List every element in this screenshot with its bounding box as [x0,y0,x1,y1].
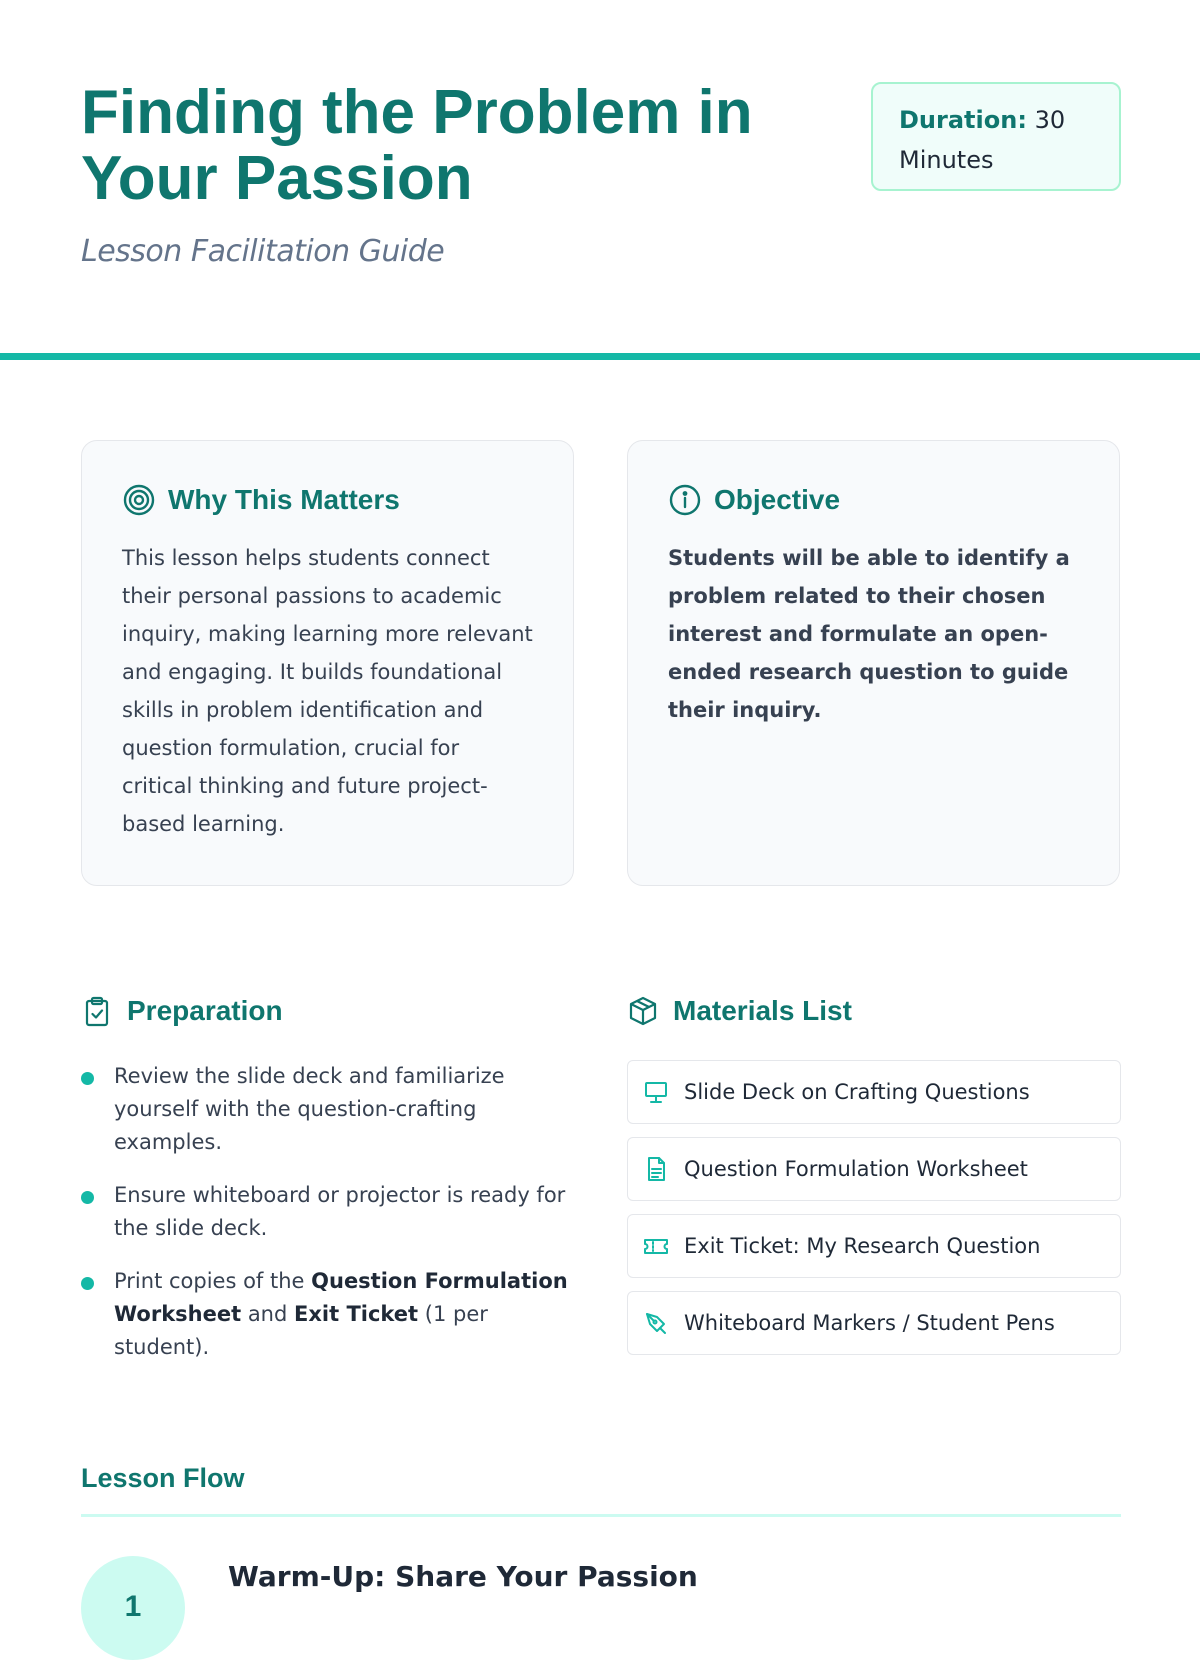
document-icon [642,1155,670,1183]
objective-card [627,440,1120,886]
target-icon [122,483,156,517]
material-item: Slide Deck on Crafting Questions [627,1060,1121,1124]
header-divider [0,353,1200,360]
preparation-title: Preparation [127,995,283,1026]
list-item: Print copies of the Question Formulation Worksheet and Exit Ticket (1 per student). [81,1265,581,1364]
materials-title: Materials List [673,995,852,1026]
step-number-badge: 1 [81,1556,185,1660]
material-item: Exit Ticket: My Research Question [627,1214,1121,1278]
info-icon [668,483,702,517]
duration-value: 30 Minutes [899,106,1066,174]
lesson-header [81,80,1121,269]
page-title: Finding the Problem in Your Passion [81,78,753,213]
duration-badge [871,82,1121,191]
lesson-flow-title: Lesson Flow [81,1463,245,1493]
step-title: Warm-Up: Share Your Passion [228,1560,698,1593]
preparation-heading [81,995,283,1027]
box-icon [627,995,659,1027]
why-title: Why This Matters [168,484,400,515]
pen-icon [642,1309,670,1337]
list-item: Ensure whiteboard or projector is ready for the slide deck. [81,1179,581,1245]
material-item: Whiteboard Markers / Student Pens [627,1291,1121,1355]
materials-heading [627,995,852,1027]
why-text: This lesson helps students connect their personal passions to academic inquiry, making learning more relevant and engaging. It builds foundational skills in problem identification and question formulation, crucial for critical thinking and future project-based learning. [122,546,533,836]
ticket-icon [642,1232,670,1260]
clipboard-check-icon [81,995,113,1027]
duration-label: Duration: [899,106,1027,134]
list-item: Review the slide deck and familiarize yourself with the question-crafting examples. [81,1060,581,1159]
materials-list [627,1060,1121,1368]
why-this-matters-card [81,440,574,886]
material-item: Question Formulation Worksheet [627,1137,1121,1201]
lesson-flow-divider [81,1514,1121,1517]
objective-text: Students will be able to identify a problem related to their chosen interest and formulate an open-ended research question to guide their inquiry. [668,546,1070,722]
page-subtitle: Lesson Facilitation Guide [81,234,445,269]
preparation-list [81,1060,581,1384]
presentation-icon [642,1078,670,1106]
objective-title: Objective [714,484,841,515]
